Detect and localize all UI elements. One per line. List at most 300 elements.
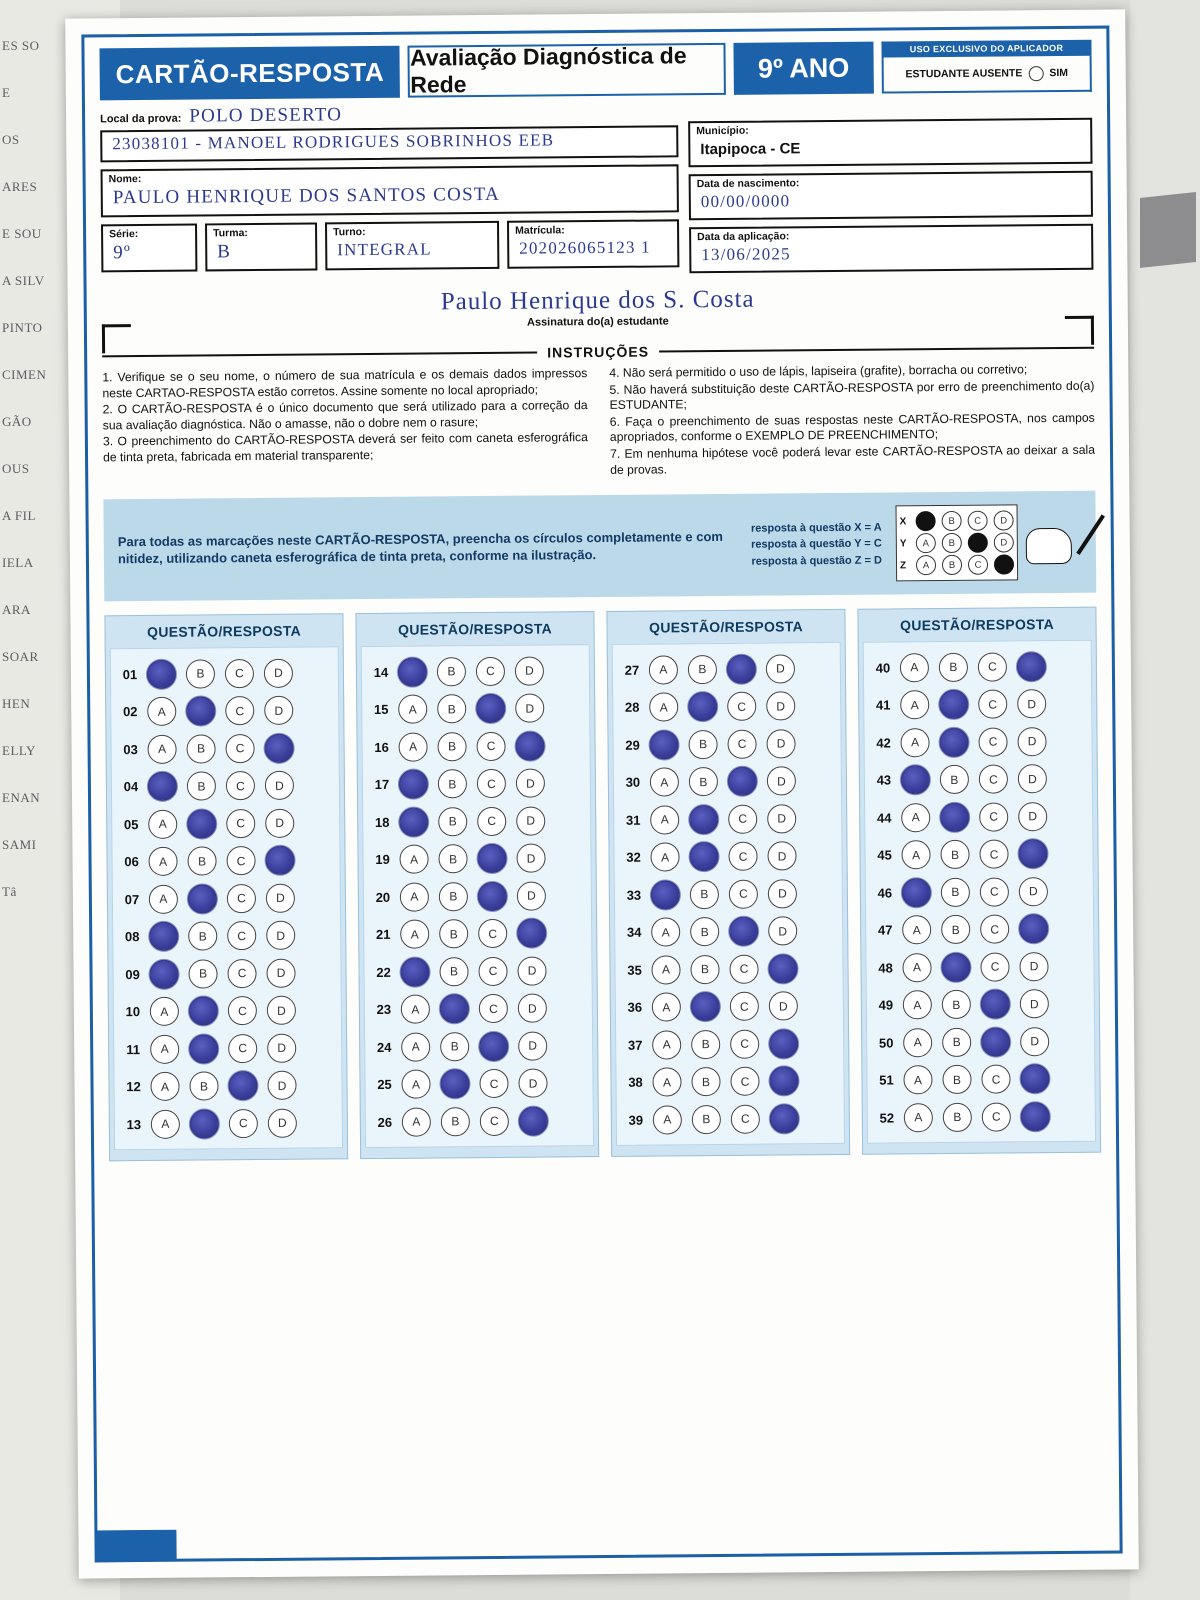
answer-bubble-26-d[interactable] xyxy=(519,1106,548,1135)
answer-bubble-45-d[interactable] xyxy=(1018,839,1047,868)
background-text: ARA xyxy=(2,602,31,617)
answer-bubble-24-c[interactable] xyxy=(479,1031,508,1060)
answer-bubble-46-b[interactable]: B xyxy=(941,877,970,906)
answer-bubble-12-b[interactable]: B xyxy=(189,1071,218,1100)
answer-bubble-19-b[interactable]: B xyxy=(438,844,467,873)
question-number: 13 xyxy=(126,1116,142,1132)
answer-bubble-03-b[interactable]: B xyxy=(186,734,215,763)
answer-bubble-39-b[interactable]: B xyxy=(692,1104,721,1133)
answer-bubble-05-a[interactable]: A xyxy=(148,809,177,838)
answer-bubble-34-c[interactable] xyxy=(729,917,758,946)
answer-bubble-38-c[interactable]: C xyxy=(730,1067,759,1096)
question-row xyxy=(116,804,335,843)
answer-bubble-41-c[interactable]: C xyxy=(978,689,1007,718)
question-number: 39 xyxy=(628,1112,644,1128)
school-field[interactable] xyxy=(100,125,678,162)
answer-bubble-32-a[interactable]: A xyxy=(650,842,679,871)
answer-bubble-25-b[interactable] xyxy=(440,1069,469,1098)
answer-bubble-41-d[interactable]: D xyxy=(1017,689,1046,718)
answer-bubble-10-d[interactable]: D xyxy=(267,996,296,1025)
question-row xyxy=(621,1099,840,1138)
answer-bubble-02-a[interactable]: A xyxy=(147,697,176,726)
answer-bubble-52-a[interactable]: A xyxy=(904,1103,933,1132)
answer-bubble-33-d[interactable]: D xyxy=(768,879,797,908)
answer-column-title: QUESTÃO/RESPOSTA xyxy=(398,620,553,639)
question-row xyxy=(868,722,1087,761)
answer-bubble-22-a[interactable] xyxy=(400,957,429,986)
answer-bubble-12-c[interactable] xyxy=(228,1071,257,1100)
answer-bubble-14-a[interactable] xyxy=(398,657,427,686)
answer-bubble-20-b[interactable]: B xyxy=(439,882,468,911)
enrollment-field[interactable] xyxy=(507,219,679,268)
option-bubbles xyxy=(899,801,1088,832)
answer-bubble-40-a[interactable]: A xyxy=(900,653,929,682)
answer-bubble-45-a[interactable]: A xyxy=(901,840,930,869)
answer-bubble-42-a[interactable]: A xyxy=(900,728,929,757)
option-bubbles xyxy=(647,691,836,722)
answer-bubble-28-c[interactable]: C xyxy=(727,692,756,721)
answer-bubble-39-c[interactable]: C xyxy=(731,1104,760,1133)
answer-bubble-31-a[interactable]: A xyxy=(650,805,679,834)
question-number: 43 xyxy=(876,772,892,788)
answer-bubble-25-a[interactable]: A xyxy=(401,1070,430,1099)
answer-bubble-41-b[interactable] xyxy=(939,690,968,719)
instruction-item: 5. Não haverá substituição deste CARTÃO-RESPOSTA por erro de preenchimento do(a) ESTUDANTE; xyxy=(609,378,1095,413)
answer-bubble-21-d[interactable] xyxy=(517,919,546,948)
answer-bubble-32-d[interactable]: D xyxy=(767,841,796,870)
answer-bubble-36-a[interactable]: A xyxy=(652,992,681,1021)
answer-bubble-48-d[interactable]: D xyxy=(1019,952,1048,981)
answer-bubble-52-d[interactable] xyxy=(1021,1102,1050,1131)
answer-bubble-40-b[interactable]: B xyxy=(939,652,968,681)
answer-bubble-14-b[interactable]: B xyxy=(437,657,466,686)
absent-checkbox[interactable] xyxy=(1028,66,1043,81)
question-number: 33 xyxy=(626,887,642,903)
answer-bubble-46-c[interactable]: C xyxy=(980,877,1009,906)
answer-bubble-36-b[interactable] xyxy=(691,992,720,1021)
answer-bubble-08-a[interactable] xyxy=(149,922,178,951)
answer-bubble-49-c[interactable] xyxy=(981,989,1010,1018)
classgroup-field[interactable] xyxy=(205,222,317,271)
question-row xyxy=(370,1101,589,1140)
question-number: 09 xyxy=(125,966,140,982)
bracket-top-left xyxy=(102,324,131,353)
option-bubbles xyxy=(145,658,334,689)
question-number: 21 xyxy=(375,926,391,942)
example-row xyxy=(900,555,1014,576)
answer-bubble-01-c[interactable]: C xyxy=(225,659,254,688)
grade-value: 9º xyxy=(113,242,132,264)
question-number: 18 xyxy=(374,814,390,830)
answer-bubble-16-a[interactable]: A xyxy=(398,732,427,761)
answer-bubble-10-a[interactable]: A xyxy=(150,997,179,1026)
answer-bubble-03-d[interactable] xyxy=(264,733,293,762)
question-number: 19 xyxy=(375,851,390,867)
answer-bubble-07-d[interactable]: D xyxy=(266,883,295,912)
background-text: ENAN xyxy=(2,790,41,805)
answer-bubble-50-b[interactable]: B xyxy=(942,1027,971,1056)
answer-bubble-03-c[interactable]: C xyxy=(225,734,254,763)
question-number: 31 xyxy=(625,812,641,828)
answer-bubble-06-a[interactable]: A xyxy=(148,847,177,876)
answer-bubble-21-a[interactable]: A xyxy=(400,920,429,949)
answer-bubble-35-c[interactable]: C xyxy=(729,954,758,983)
answer-bubble-18-c[interactable]: C xyxy=(477,806,506,835)
answer-bubble-02-d[interactable]: D xyxy=(264,696,293,725)
answer-bubble-44-b[interactable] xyxy=(940,802,969,831)
answer-bubble-15-a[interactable]: A xyxy=(398,695,427,724)
option-bubbles xyxy=(647,728,836,759)
answer-bubble-14-d[interactable]: D xyxy=(515,656,544,685)
answer-bubble-43-b[interactable]: B xyxy=(940,765,969,794)
answer-bubble-07-c[interactable]: C xyxy=(227,884,256,913)
answer-bubble-51-a[interactable]: A xyxy=(903,1065,932,1094)
answer-bubble-06-b[interactable]: B xyxy=(187,846,216,875)
answer-bubble-32-c[interactable]: C xyxy=(728,842,757,871)
answer-bubble-33-a[interactable] xyxy=(651,880,680,909)
answer-bubble-24-d[interactable]: D xyxy=(518,1031,547,1060)
answer-bubble-35-a[interactable]: A xyxy=(651,955,680,984)
answer-bubble-22-c[interactable]: C xyxy=(478,956,507,985)
question-number: 51 xyxy=(879,1072,894,1088)
answer-bubble-19-a[interactable]: A xyxy=(399,845,428,874)
option-bubbles xyxy=(396,693,585,724)
answer-bubble-24-a[interactable]: A xyxy=(401,1032,430,1061)
answer-bubble-16-b[interactable]: B xyxy=(437,732,466,761)
answer-bubble-47-a[interactable]: A xyxy=(902,915,931,944)
answer-bubble-18-a[interactable] xyxy=(399,807,428,836)
instruction-item: 2. O CARTÃO-RESPOSTA é o único documento que será utilizado para a correção da sua avaliação diagnóstica. Não o amasse, não o dobre nem o rasure; xyxy=(102,398,588,433)
answer-bubble-28-b[interactable] xyxy=(688,692,717,721)
example-legend-item: resposta à questão Y = C xyxy=(751,537,882,551)
question-row xyxy=(869,835,1088,874)
answer-bubble-33-c[interactable]: C xyxy=(729,879,758,908)
municipality-field[interactable] xyxy=(688,118,1092,168)
background-text: E xyxy=(2,85,11,100)
answer-bubble-30-a[interactable]: A xyxy=(650,767,679,796)
answer-bubble-29-d[interactable]: D xyxy=(766,729,795,758)
exam-location-value: POLO DESERTO xyxy=(189,104,343,127)
option-bubbles xyxy=(899,764,1088,795)
answer-bubble-26-a[interactable]: A xyxy=(402,1107,431,1136)
answer-bubble-39-a[interactable]: A xyxy=(653,1105,682,1134)
answer-bubble-27-a[interactable]: A xyxy=(649,655,678,684)
answer-bubble-49-b[interactable]: B xyxy=(942,990,971,1019)
answer-bubble-24-b[interactable]: B xyxy=(440,1032,469,1061)
option-bubbles xyxy=(397,768,586,799)
shift-label: Turno: xyxy=(333,226,366,239)
answer-bubble-06-d[interactable] xyxy=(265,846,294,875)
answer-bubble-13-b[interactable] xyxy=(190,1109,219,1138)
answer-bubble-11-a[interactable]: A xyxy=(150,1034,179,1063)
background-text: CIMEN xyxy=(2,367,47,382)
school-value: 23038101 - MANOEL RODRIGUES SOBRINHOS EEB xyxy=(112,130,555,154)
answer-bubble-31-c[interactable]: C xyxy=(728,804,757,833)
answer-question-box xyxy=(110,647,343,1150)
answer-bubble-40-c[interactable]: C xyxy=(978,652,1007,681)
enrollment-value: 202026065123 1 xyxy=(519,237,651,258)
answer-bubble-38-d[interactable] xyxy=(769,1066,798,1095)
question-number: 01 xyxy=(122,666,138,682)
example-row xyxy=(900,533,1014,554)
answer-bubble-44-a[interactable]: A xyxy=(901,803,930,832)
answer-bubble-15-b[interactable]: B xyxy=(437,694,466,723)
answer-bubble-27-d[interactable]: D xyxy=(766,654,795,683)
answer-bubble-05-b[interactable] xyxy=(187,809,216,838)
answer-bubble-47-c[interactable]: C xyxy=(980,914,1009,943)
bracket-top-right xyxy=(1065,316,1094,345)
answer-bubble-17-b[interactable]: B xyxy=(438,769,467,798)
answer-bubble-25-c[interactable]: C xyxy=(479,1069,508,1098)
answer-bubble-51-b[interactable]: B xyxy=(942,1065,971,1094)
name-field[interactable] xyxy=(101,164,679,217)
answer-bubble-02-b[interactable] xyxy=(186,696,215,725)
answer-bubble-04-c[interactable]: C xyxy=(226,771,255,800)
answer-bubble-11-d[interactable]: D xyxy=(267,1033,296,1062)
background-right-edge xyxy=(1130,0,1200,1600)
answer-bubble-08-c[interactable]: C xyxy=(227,921,256,950)
answer-bubble-26-c[interactable]: C xyxy=(480,1106,509,1135)
answer-bubble-38-b[interactable]: B xyxy=(691,1067,720,1096)
answer-bubble-43-c[interactable]: C xyxy=(979,764,1008,793)
answer-bubble-13-d[interactable]: D xyxy=(268,1108,297,1137)
background-text: ES SO xyxy=(2,38,40,53)
answer-bubble-36-d[interactable]: D xyxy=(769,991,798,1020)
signature-label: Assinatura do(a) estudante xyxy=(526,315,669,329)
answer-bubble-45-c[interactable]: C xyxy=(979,839,1008,868)
answer-bubble-37-d[interactable] xyxy=(769,1029,798,1058)
answer-bubble-03-a[interactable]: A xyxy=(147,734,176,763)
answer-bubble-20-a[interactable]: A xyxy=(400,882,429,911)
question-number: 24 xyxy=(376,1039,392,1055)
example-bubble-c: C xyxy=(968,511,988,531)
question-row xyxy=(369,1064,588,1103)
answer-bubble-04-a[interactable] xyxy=(148,772,177,801)
instructions-title: INSTRUÇÕES xyxy=(547,343,650,361)
answer-bubble-26-b[interactable]: B xyxy=(441,1107,470,1136)
answer-bubble-19-d[interactable]: D xyxy=(516,844,545,873)
birthdate-field[interactable] xyxy=(689,171,1093,221)
answer-bubble-22-d[interactable]: D xyxy=(517,956,546,985)
answer-bubble-47-d[interactable] xyxy=(1019,914,1048,943)
question-row xyxy=(871,985,1090,1024)
answer-bubble-45-b[interactable]: B xyxy=(940,840,969,869)
answer-bubble-36-c[interactable]: C xyxy=(730,992,759,1021)
answer-bubble-49-a[interactable]: A xyxy=(903,990,932,1019)
answer-bubble-48-c[interactable]: C xyxy=(980,952,1009,981)
option-bubbles xyxy=(898,726,1087,757)
answer-bubble-20-d[interactable]: D xyxy=(517,881,546,910)
answer-bubble-40-d[interactable] xyxy=(1017,652,1046,681)
answer-bubble-47-b[interactable]: B xyxy=(941,915,970,944)
option-bubbles xyxy=(400,1106,589,1137)
answer-bubble-08-b[interactable]: B xyxy=(188,921,217,950)
instructions-body xyxy=(102,362,1095,484)
answer-bubble-09-d[interactable]: D xyxy=(266,958,295,987)
exam-location-row xyxy=(100,101,678,128)
answer-bubble-51-d[interactable] xyxy=(1020,1064,1049,1093)
answer-bubble-08-d[interactable]: D xyxy=(266,921,295,950)
answer-bubble-18-d[interactable]: D xyxy=(516,806,545,835)
exam-title: Avaliação Diagnóstica de Rede xyxy=(408,43,726,98)
instructions-right-column xyxy=(609,362,1095,479)
example-bubble-d: D xyxy=(994,511,1014,531)
answer-bubble-22-b[interactable]: B xyxy=(439,957,468,986)
answer-bubble-43-d[interactable]: D xyxy=(1018,764,1047,793)
answer-bubble-41-a[interactable]: A xyxy=(900,690,929,719)
answer-bubble-05-d[interactable]: D xyxy=(265,808,294,837)
answer-bubble-43-a[interactable] xyxy=(901,765,930,794)
answer-bubble-30-b[interactable]: B xyxy=(689,767,718,796)
instructions-left-column xyxy=(102,366,588,483)
answer-bubble-50-a[interactable]: A xyxy=(903,1028,932,1057)
answer-bubble-01-d[interactable]: D xyxy=(264,658,293,687)
answer-bubble-02-c[interactable]: C xyxy=(225,696,254,725)
answer-bubble-29-b[interactable]: B xyxy=(688,730,717,759)
background-text: PINTO xyxy=(2,320,43,335)
answer-bubble-29-a[interactable] xyxy=(649,730,678,759)
answer-bubble-42-d[interactable]: D xyxy=(1017,727,1046,756)
answer-bubble-07-a[interactable]: A xyxy=(149,884,178,913)
answer-bubble-35-b[interactable]: B xyxy=(690,954,719,983)
grade-field[interactable] xyxy=(101,224,197,273)
background-text: SOAR xyxy=(2,649,39,664)
answer-bubble-16-c[interactable]: C xyxy=(476,731,505,760)
answer-bubble-11-b[interactable] xyxy=(189,1034,218,1063)
answer-bubble-05-c[interactable]: C xyxy=(226,809,255,838)
answer-bubble-13-c[interactable]: C xyxy=(229,1109,258,1138)
answer-bubble-42-b[interactable] xyxy=(939,727,968,756)
answer-bubble-14-c[interactable]: C xyxy=(476,656,505,685)
answer-bubble-27-c[interactable] xyxy=(727,654,756,683)
example-bubble-c xyxy=(968,533,988,553)
question-row xyxy=(618,799,837,838)
answer-bubble-52-c[interactable]: C xyxy=(982,1102,1011,1131)
question-row xyxy=(117,879,336,918)
answer-bubble-30-d[interactable]: D xyxy=(767,766,796,795)
answer-bubble-15-d[interactable]: D xyxy=(515,694,544,723)
answer-bubble-28-a[interactable]: A xyxy=(649,692,678,721)
answer-bubble-04-d[interactable]: D xyxy=(265,771,294,800)
answer-bubble-12-d[interactable]: D xyxy=(267,1071,296,1100)
answer-bubble-11-c[interactable]: C xyxy=(228,1034,257,1063)
example-bubble-b: B xyxy=(942,555,962,575)
question-row xyxy=(368,914,587,953)
answer-bubble-48-b[interactable] xyxy=(941,952,970,981)
instruction-item: 3. O preenchimento do CARTÃO-RESPOSTA deverá ser feito com caneta esferográfica de tinta preta, fabricada em material transparente; xyxy=(102,430,588,465)
answer-bubble-28-d[interactable]: D xyxy=(766,691,795,720)
answer-bubble-32-b[interactable] xyxy=(689,842,718,871)
answer-bubble-21-c[interactable]: C xyxy=(478,919,507,948)
answer-bubble-50-d[interactable]: D xyxy=(1020,1027,1049,1056)
answer-bubble-15-c[interactable] xyxy=(476,694,505,723)
answer-bubble-23-a[interactable]: A xyxy=(401,995,430,1024)
answer-bubble-12-a[interactable]: A xyxy=(150,1072,179,1101)
answer-bubble-34-d[interactable]: D xyxy=(768,916,797,945)
answer-bubble-38-a[interactable]: A xyxy=(652,1067,681,1096)
answer-bubble-29-c[interactable]: C xyxy=(727,729,756,758)
answer-bubble-39-d[interactable] xyxy=(770,1104,799,1133)
example-bubble-a xyxy=(916,511,936,531)
marking-instruction-text: Para todas as marcações neste CARTÃO-RESPOSTA, preencha os círculos completamente e com nitidez, utilizando caneta esferográfica de tinta preta, conforme na ilustração. xyxy=(117,528,724,567)
question-number: 02 xyxy=(122,704,138,720)
answer-bubble-09-b[interactable]: B xyxy=(188,959,217,988)
application-date-field[interactable] xyxy=(689,224,1093,274)
answer-bubble-16-d[interactable] xyxy=(515,731,544,760)
answer-bubble-37-a[interactable]: A xyxy=(652,1030,681,1059)
answer-bubble-42-c[interactable]: C xyxy=(978,727,1007,756)
answer-bubble-07-b[interactable] xyxy=(188,884,217,913)
answer-bubble-46-d[interactable]: D xyxy=(1019,877,1048,906)
answer-bubble-04-b[interactable]: B xyxy=(187,771,216,800)
instruction-item: 6. Faça o preenchimento de suas respostas neste CARTÃO-RESPOSTA, nos campos apropriados, conforme o EXEMPLO DE PREENCHIMENTO; xyxy=(609,410,1095,445)
grade-badge: 9º ANO xyxy=(733,42,873,95)
answer-bubble-09-a[interactable] xyxy=(149,959,178,988)
answer-bubble-34-b[interactable]: B xyxy=(690,917,719,946)
answer-bubble-23-c[interactable]: C xyxy=(479,994,508,1023)
answer-bubble-44-c[interactable]: C xyxy=(979,802,1008,831)
answer-bubble-06-c[interactable]: C xyxy=(226,846,255,875)
answer-bubble-37-c[interactable]: C xyxy=(730,1029,759,1058)
answer-bubble-01-a[interactable] xyxy=(147,659,176,688)
question-number: 50 xyxy=(878,1034,894,1051)
answer-bubble-23-d[interactable]: D xyxy=(518,994,547,1023)
answer-bubble-49-d[interactable]: D xyxy=(1020,989,1049,1018)
answer-bubble-10-c[interactable]: C xyxy=(228,996,257,1025)
answer-bubble-35-d[interactable] xyxy=(768,954,797,983)
answer-bubble-27-b[interactable]: B xyxy=(688,655,717,684)
answer-bubble-30-c[interactable] xyxy=(728,767,757,796)
answer-bubble-44-d[interactable]: D xyxy=(1018,802,1047,831)
answer-bubble-18-b[interactable]: B xyxy=(438,807,467,836)
answer-bubble-51-c[interactable]: C xyxy=(981,1064,1010,1093)
answer-bubble-31-d[interactable]: D xyxy=(767,804,796,833)
grade-label: Série: xyxy=(109,228,139,241)
answer-bubble-23-b[interactable] xyxy=(440,994,469,1023)
answer-bubble-17-d[interactable]: D xyxy=(516,769,545,798)
answer-bubble-33-b[interactable]: B xyxy=(690,880,719,909)
answer-bubble-52-b[interactable]: B xyxy=(943,1102,972,1131)
answer-bubble-17-a[interactable] xyxy=(399,770,428,799)
answer-grid xyxy=(104,607,1101,1161)
answer-bubble-37-b[interactable]: B xyxy=(691,1029,720,1058)
answer-bubble-17-c[interactable]: C xyxy=(477,769,506,798)
answer-bubble-48-a[interactable]: A xyxy=(902,953,931,982)
question-row xyxy=(618,762,837,801)
background-text: ARES xyxy=(2,179,38,194)
answer-column-title: QUESTÃO/RESPOSTA xyxy=(649,618,804,636)
answer-bubble-34-a[interactable]: A xyxy=(651,917,680,946)
shift-field[interactable] xyxy=(325,221,499,271)
option-bubbles xyxy=(397,843,586,874)
answer-bubble-46-a[interactable] xyxy=(902,878,931,907)
answer-bubble-09-c[interactable]: C xyxy=(227,959,256,988)
answer-bubble-13-a[interactable]: A xyxy=(151,1109,180,1138)
answer-bubble-31-b[interactable] xyxy=(689,805,718,834)
answer-bubble-20-c[interactable] xyxy=(478,881,507,910)
answer-bubble-21-b[interactable]: B xyxy=(439,919,468,948)
answer-bubble-19-c[interactable] xyxy=(477,844,506,873)
answer-bubble-50-c[interactable] xyxy=(981,1027,1010,1056)
classgroup-label: Turma: xyxy=(213,227,248,240)
question-number: 36 xyxy=(627,999,643,1015)
background-text: A SILV xyxy=(2,273,45,288)
option-bubbles xyxy=(900,914,1089,945)
answer-bubble-25-d[interactable]: D xyxy=(518,1069,547,1098)
question-row xyxy=(620,987,839,1026)
answer-bubble-01-b[interactable]: B xyxy=(186,659,215,688)
answer-bubble-10-b[interactable] xyxy=(189,996,218,1025)
